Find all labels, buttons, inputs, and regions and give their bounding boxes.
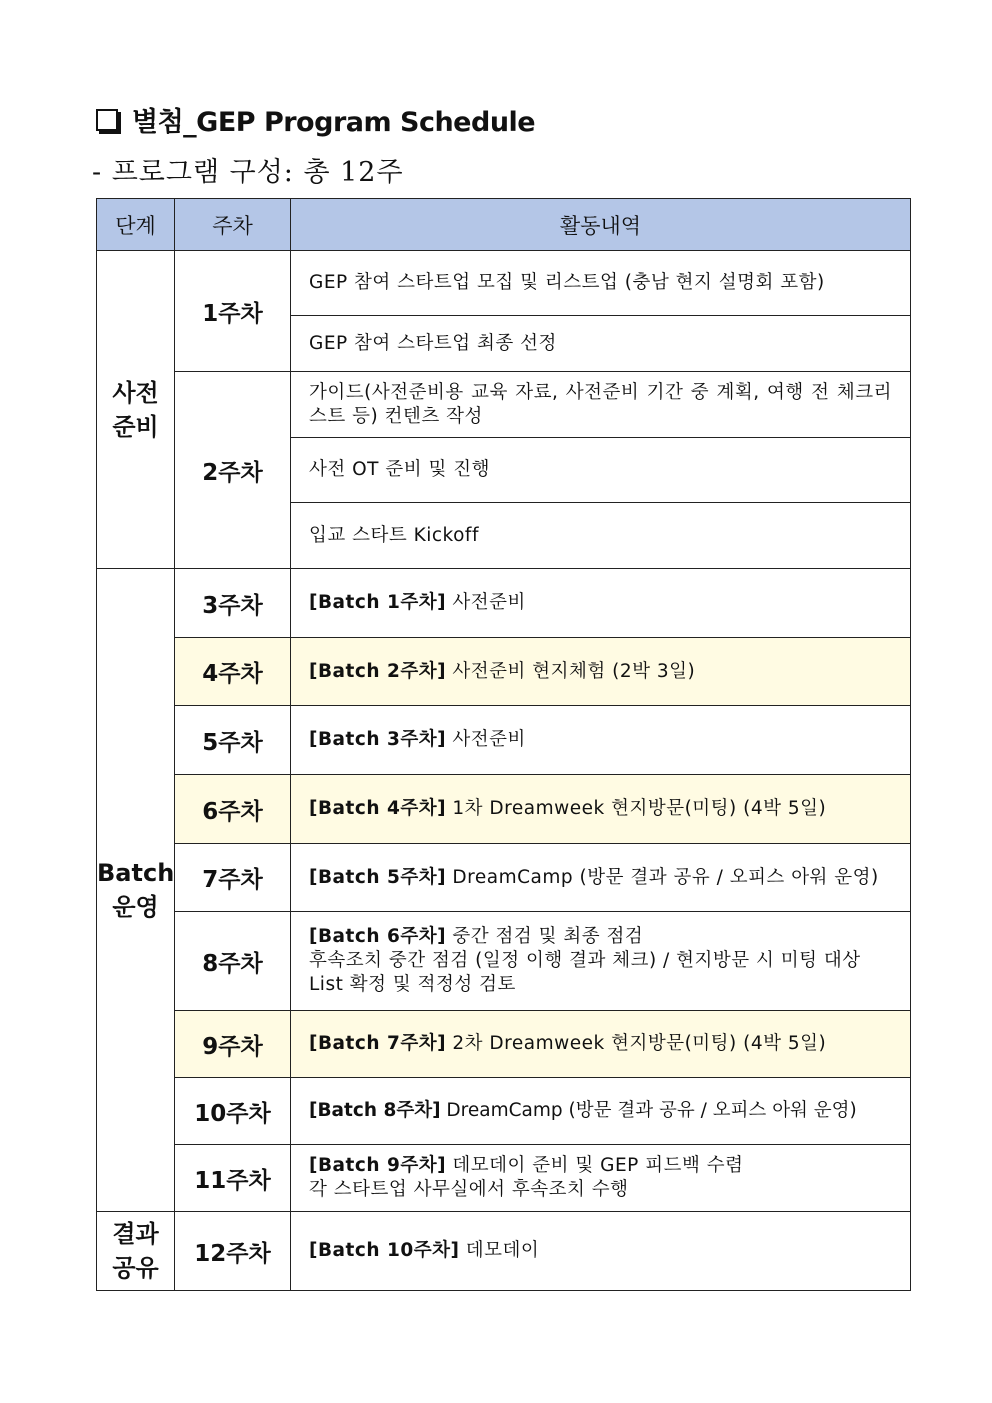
phase-batch: [97, 569, 175, 1212]
activity-cell: [291, 1011, 911, 1078]
activity-cell: 입교 스타트 Kickoff: [291, 503, 911, 569]
header-week: 주차: [175, 199, 291, 251]
activity-cell: 사전 OT 준비 및 진행: [291, 438, 911, 503]
week-11: 11주차: [175, 1145, 291, 1212]
activity-text: DreamCamp (방문 결과 공유 / 오피스 아워 운영): [446, 866, 879, 888]
activity-cell: [291, 1212, 911, 1291]
page-heading: [92, 100, 535, 139]
table-row: [97, 912, 911, 1011]
week-7: 7주차: [175, 844, 291, 912]
phase-label: Batch 운영: [97, 859, 175, 921]
activity-cell: [291, 844, 911, 912]
activity-text: DreamCamp (방문 결과 공유 / 오피스 아워 운영): [440, 1100, 857, 1121]
activity-cell: [291, 569, 911, 638]
activity-cell: [291, 638, 911, 706]
table-row: [97, 1145, 911, 1212]
activity-cell: GEP 참여 스타트업 최종 선정: [291, 316, 911, 372]
table-row: [97, 1212, 911, 1291]
activity-cell: [291, 706, 911, 775]
table-row: [97, 569, 911, 638]
batch-label: [Batch 8주차]: [309, 1100, 441, 1121]
activity-text: 중간 점검 및 최종 점검: [446, 926, 644, 947]
table-row: [97, 706, 911, 775]
table-row: [97, 844, 911, 912]
activity-text-line2: 각 스타트업 사무실에서 후속조치 수행: [309, 1179, 629, 1200]
activity-text: 데모데이: [459, 1240, 540, 1261]
activity-text: 사전준비: [446, 729, 526, 750]
batch-label: [Batch 4주차]: [309, 798, 447, 819]
heading-title: 별첨_GEP Program Schedule: [132, 107, 536, 138]
week-8: 8주차: [175, 912, 291, 1011]
activity-cell: [291, 912, 911, 1011]
week-12: 12주차: [175, 1212, 291, 1291]
week-6: 6주차: [175, 775, 291, 844]
batch-label: [Batch 5주차]: [309, 866, 447, 888]
activity-cell: [291, 1145, 911, 1212]
activity-text: 2차 Dreamweek 현지방문(미팅) (4박 5일): [446, 1033, 827, 1054]
batch-label: [Batch 9주차]: [309, 1155, 447, 1176]
table-header-row: [97, 199, 911, 251]
header-activity: 활동내역: [291, 199, 911, 251]
table-row: [97, 1078, 911, 1145]
schedule-table: [96, 198, 911, 1291]
week-4: 4주차: [175, 638, 291, 706]
activity-text: 데모데이 준비 및 GEP 피드백 수렴: [446, 1155, 744, 1176]
table-row: [97, 638, 911, 706]
week-9: 9주차: [175, 1011, 291, 1078]
week-3: 3주차: [175, 569, 291, 638]
batch-label: [Batch 2주차]: [309, 660, 447, 682]
activity-text: 사전준비 현지체험 (2박 3일): [446, 660, 696, 682]
table-row: [97, 372, 911, 438]
phase-result: [97, 1212, 175, 1291]
activity-cell: [291, 775, 911, 844]
activity-cell: 가이드(사전준비용 교육 자료, 사전준비 기간 중 계획, 여행 전 체크리스트 등) 컨텐츠 작성: [291, 372, 911, 438]
batch-label: [Batch 6주차]: [309, 926, 447, 947]
phase-label: 결과 공유: [112, 1220, 159, 1282]
table-row: [97, 251, 911, 316]
week-1: 1주차: [175, 251, 291, 372]
week-10: 10주차: [175, 1078, 291, 1145]
table-row: [97, 775, 911, 844]
phase-prep: [97, 251, 175, 569]
phase-label: 사전 준비: [112, 378, 159, 441]
table-row: [97, 1011, 911, 1078]
subheading: - 프로그램 구성: 총 12주: [92, 157, 404, 188]
batch-label: [Batch 10주차]: [309, 1240, 460, 1261]
activity-cell: [291, 1078, 911, 1145]
week-2: 2주차: [175, 372, 291, 569]
batch-label: [Batch 7주차]: [309, 1033, 447, 1054]
batch-label: [Batch 1주차]: [309, 592, 447, 613]
header-phase: 단계: [97, 199, 175, 251]
batch-label: [Batch 3주차]: [309, 729, 447, 750]
activity-cell: GEP 참여 스타트업 모집 및 리스트업 (충남 현지 설명회 포함): [291, 251, 911, 316]
week-5: 5주차: [175, 706, 291, 775]
activity-text-line2: 후속조치 중간 점검 (일정 이행 결과 체크) / 현지방문 시 미팅 대상 List 확정 및 적정성 검토: [309, 950, 861, 995]
activity-text: 1차 Dreamweek 현지방문(미팅) (4박 5일): [446, 798, 827, 819]
checkbox-icon: [96, 109, 118, 131]
activity-text: 사전준비: [446, 592, 526, 613]
